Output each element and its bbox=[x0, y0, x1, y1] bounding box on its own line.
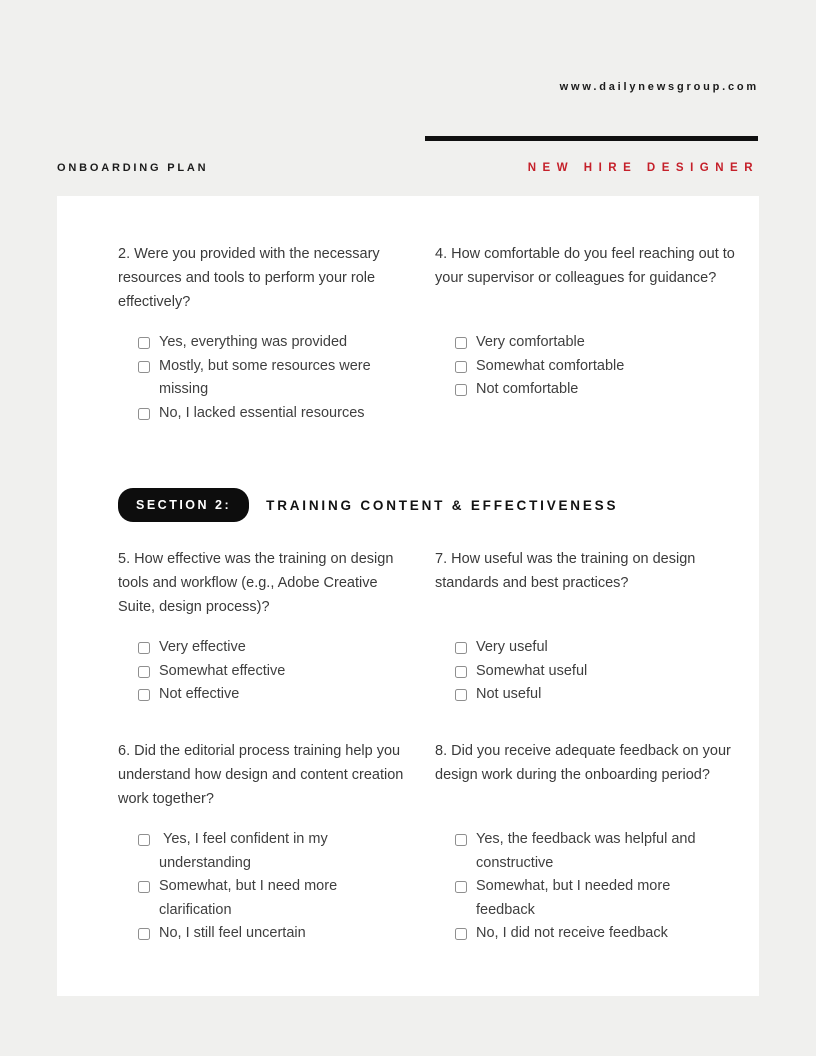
checkbox[interactable] bbox=[455, 384, 467, 396]
checkbox[interactable] bbox=[455, 337, 467, 349]
checkbox[interactable] bbox=[138, 689, 150, 701]
option-label: No, I still feel uncertain bbox=[159, 925, 306, 941]
option-row bbox=[455, 875, 700, 922]
question-text: 8. Did you receive adequate feedback on your design work during the onboarding period? bbox=[435, 743, 731, 783]
options-list bbox=[138, 331, 390, 425]
checkbox[interactable] bbox=[138, 834, 150, 846]
options-list bbox=[455, 828, 700, 946]
question-block-7 bbox=[435, 547, 737, 707]
option-row bbox=[138, 828, 390, 875]
option-row bbox=[455, 331, 700, 355]
option-label: Not comfortable bbox=[476, 381, 579, 397]
question-block-4 bbox=[435, 242, 737, 402]
option-label: Somewhat, but I need more clarification bbox=[159, 878, 342, 918]
option-label: Very effective bbox=[159, 639, 246, 655]
question-text: 5. How effective was the training on design tools and workflow (e.g., Adobe Creative Suite, design process)? bbox=[118, 551, 394, 615]
checkbox[interactable] bbox=[138, 408, 150, 420]
option-label: Somewhat useful bbox=[476, 662, 588, 679]
document-label: ONBOARDING PLAN bbox=[57, 162, 209, 174]
question-block-8 bbox=[435, 739, 737, 946]
option-label: No, I did not receive feedback bbox=[476, 925, 668, 941]
option-row bbox=[138, 636, 390, 660]
checkbox[interactable] bbox=[455, 666, 467, 678]
section-header bbox=[118, 488, 618, 522]
section-title: TRAINING CONTENT & EFFECTIVENESS bbox=[266, 497, 619, 513]
checkbox[interactable] bbox=[455, 689, 467, 701]
checkbox[interactable] bbox=[455, 928, 467, 940]
question-text: 4. How comfortable do you feel reaching out to your supervisor or colleagues for guidance? bbox=[435, 246, 735, 286]
header-divider-bar bbox=[425, 136, 758, 141]
checkbox[interactable] bbox=[138, 361, 150, 373]
form-page-card bbox=[57, 196, 759, 996]
option-row bbox=[138, 331, 390, 355]
option-row bbox=[455, 683, 700, 707]
option-label: Not useful bbox=[476, 686, 542, 702]
options-list bbox=[455, 636, 700, 707]
checkbox[interactable] bbox=[138, 337, 150, 349]
option-label: Yes, I feel confident in my understanding bbox=[159, 831, 332, 871]
option-label: Mostly, but some resources were missing bbox=[159, 357, 375, 397]
option-label: Somewhat effective bbox=[159, 662, 286, 679]
option-row bbox=[138, 660, 390, 684]
checkbox[interactable] bbox=[455, 834, 467, 846]
option-row bbox=[455, 828, 700, 875]
question-block-5 bbox=[118, 547, 408, 707]
checkbox[interactable] bbox=[455, 881, 467, 893]
option-row bbox=[138, 875, 390, 922]
option-row bbox=[138, 355, 390, 402]
option-row bbox=[138, 683, 390, 707]
options-list bbox=[138, 828, 390, 946]
option-row bbox=[455, 636, 700, 660]
option-row bbox=[455, 355, 700, 379]
option-label: Very useful bbox=[476, 639, 548, 655]
options-list bbox=[455, 331, 700, 402]
option-label: Somewhat comfortable bbox=[476, 357, 625, 374]
option-row bbox=[455, 922, 700, 946]
option-label: Not effective bbox=[159, 686, 240, 702]
question-block-2 bbox=[118, 242, 408, 425]
options-list bbox=[138, 636, 390, 707]
document-title: NEW HIRE DESIGNER bbox=[527, 162, 759, 174]
question-text: 6. Did the editorial process training help you understand how design and content creation work together? bbox=[118, 743, 404, 807]
question-text: 7. How useful was the training on design standards and best practices? bbox=[435, 551, 696, 591]
option-label: Somewhat, but I needed more feedback bbox=[476, 878, 675, 918]
website-url: www.dailynewsgroup.com bbox=[559, 81, 759, 93]
question-text: 2. Were you provided with the necessary resources and tools to perform your role effectively? bbox=[118, 246, 380, 310]
option-row bbox=[138, 402, 390, 426]
option-row bbox=[455, 378, 700, 402]
question-block-6 bbox=[118, 739, 408, 946]
option-row bbox=[138, 922, 390, 946]
option-row bbox=[455, 660, 700, 684]
section-badge: SECTION 2: bbox=[118, 488, 249, 522]
option-label: Yes, the feedback was helpful and constructive bbox=[476, 831, 700, 871]
option-label: No, I lacked essential resources bbox=[159, 404, 365, 421]
checkbox[interactable] bbox=[138, 881, 150, 893]
checkbox[interactable] bbox=[138, 666, 150, 678]
option-label: Yes, everything was provided bbox=[159, 334, 348, 350]
option-label: Very comfortable bbox=[476, 334, 585, 350]
checkbox[interactable] bbox=[455, 361, 467, 373]
checkbox[interactable] bbox=[138, 642, 150, 654]
checkbox[interactable] bbox=[138, 928, 150, 940]
checkbox[interactable] bbox=[455, 642, 467, 654]
